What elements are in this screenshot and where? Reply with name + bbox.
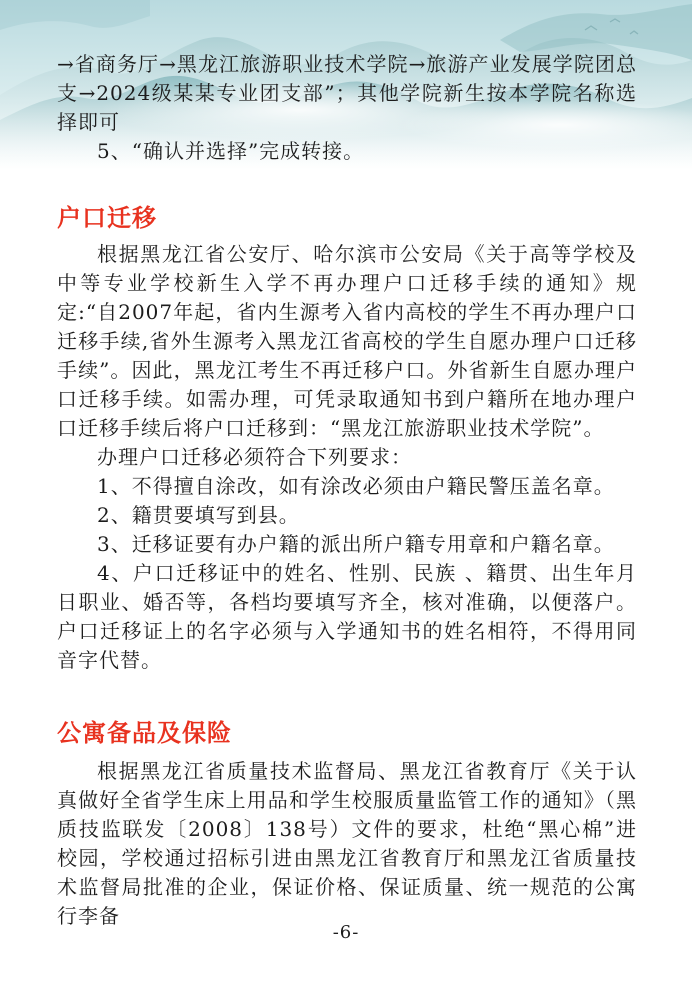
apartment-policy-paragraph: 根据黑龙江省质量技术监督局、黑龙江省教育厅《关于认真做好全省学生床上用品和学生校服质量监管工作的通知》（黑质技监联发〔2008〕138号）文件的要求，杜绝“黑心棉”进校园，学校通过招标引进由黑龙江省教育厅和黑龙江省质量技术监督局批准的企业，保证价格、保证质量、统一规范的公寓行李备 (57, 759, 637, 928)
intro-step-5-paragraph: 5、“确认并选择”完成转接。 (97, 139, 365, 163)
hukou-requirement-3: 3、迁移证要有办户籍的派出所户籍专用章和户籍名章。 (97, 532, 615, 556)
intro-continuation-paragraph: →省商务厅→黑龙江旅游职业技术学院→旅游产业发展学院团总支→2024级某某专业团支部”；其他学院新生按本学院名称选择即可 (57, 52, 637, 134)
hukou-requirement-4: 4、户口迁移证中的姓名、性别、民族 、籍贯、出生年月日职业、婚否等，各档均要填写齐全，核对准确，以便落户。户口迁移证上的名字必须与入学通知书的姓名相符，不得用同音字代替。 (57, 561, 637, 672)
apartment-section-heading: 公寓备品及保险 (57, 719, 232, 747)
hukou-requirement-1: 1、不得擅自涂改，如有涂改必须由户籍民警压盖名章。 (97, 474, 615, 498)
hukou-policy-paragraph: 根据黑龙江省公安厅、哈尔滨市公安局《关于高等学校及中等专业学校新生入学不再办理户口迁移手续的通知》规定:“自2007年起，省内生源考入省内高校的学生不再办理户口迁移手续,省外生源考入黑龙江省高校的学生自愿办理户口迁移手续”。因此，黑龙江考生不再迁移户口。外省新生自愿办理户口迁移手续。如需办理，可凭录取通知书到户籍所在地办理户口迁移手续后将户口迁移到：“黑龙江旅游职业技术学院”。 (57, 242, 637, 440)
page-number: -6- (332, 922, 360, 943)
hukou-requirement-2: 2、籍贯要填写到县。 (97, 503, 300, 527)
hukou-requirements-intro: 办理户口迁移必须符合下列要求： (97, 445, 412, 469)
page-content (57, 50, 637, 931)
hukou-section-heading: 户口迁移 (57, 204, 157, 232)
